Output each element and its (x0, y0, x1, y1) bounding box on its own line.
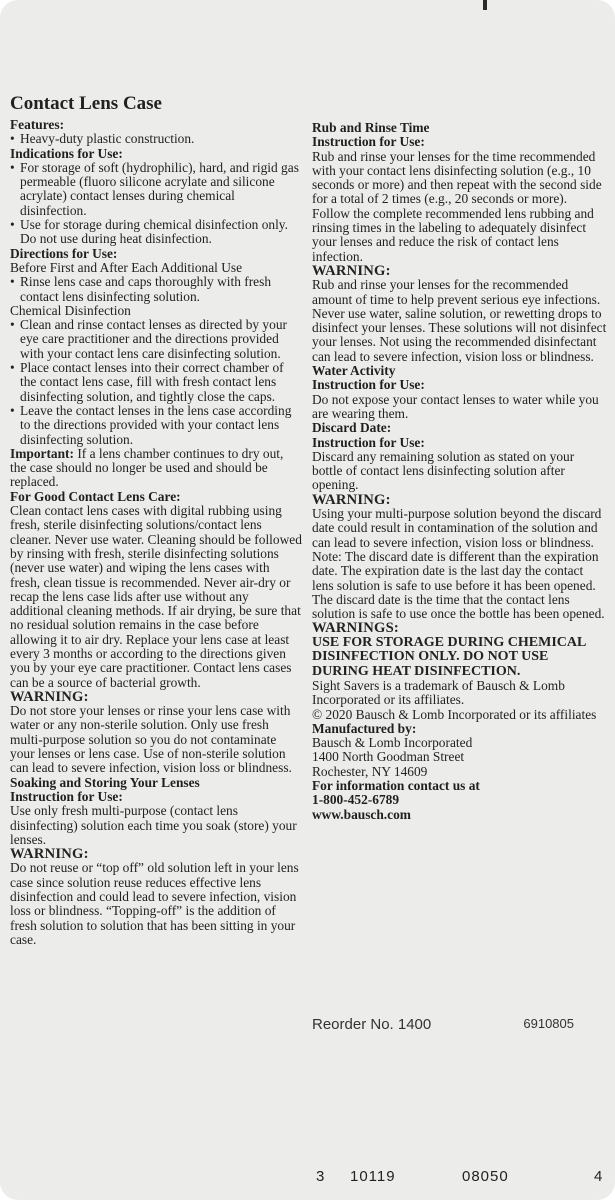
rub-rinse-subheading: Instruction for Use: (312, 134, 425, 150)
warning-heading: WARNING: (10, 846, 89, 863)
features-list (10, 132, 302, 146)
directions-heading: Directions for Use: (10, 245, 118, 261)
manufacturer-heading: Manufactured by: (312, 720, 417, 736)
important-text: If a lens chamber continues to dry out, the case should no longer be used and should be replaced. (10, 445, 284, 490)
warnings-heading: WARNINGS: (312, 620, 399, 637)
soaking-subheading: Instruction for Use: (10, 788, 123, 804)
list-item: • Rinse lens case and caps thoroughly with fresh contact lens disinfecting solution. (10, 275, 302, 304)
right-column (312, 121, 608, 822)
warning-heading: WARNING: (312, 262, 391, 279)
list-item: • Heavy-duty plastic construction. (10, 132, 302, 146)
list-item: • Use for storage during chemical disinfection only. Do not use during heat disinfection. (10, 218, 302, 247)
trademark-text: Sight Savers is a trademark of Bausch & Lomb Incorporated or its affiliates. (312, 677, 565, 708)
chemical-disinfection-list (10, 318, 302, 447)
page-title: Contact Lens Case (10, 93, 162, 114)
manufacturer-city: Rochester, NY 14609 (312, 763, 428, 779)
chemical-disinfection-subheading: Chemical Disinfection (10, 302, 131, 318)
manufacturer-street: 1400 North Goodman Street (312, 749, 465, 765)
important-paragraph (10, 447, 302, 490)
list-item: • For storage of soft (hydrophilic), hard, and rigid gas permeable (fluoro silicone acrylate and silicone acrylate) contact lenses during chemical disinfection. (10, 161, 302, 218)
hang-slot (483, 0, 487, 10)
website: www.bausch.com (312, 806, 411, 822)
water-activity-text: Do not expose your contact lenses to water while you are wearing them. (312, 391, 599, 421)
upc-left-group: 10119 (350, 1168, 396, 1185)
warning-text: Do not store your lenses or rinse your lens case with water or any non-sterile solution. Only use fresh multi-purpose solution so you do not contaminate your lenses or lens case. Use of non-sterile solution can lead to severe infection, vision loss or blindness. (10, 703, 292, 776)
warning-text: Rub and rinse your lenses for the recommended amount of time to help prevent serious eye infections. Never use water, saline solution, or rewetting drops to disinfect your lenses. These solutions will not disinfect your lenses. Not using the recommended disinfectant can lead to severe infection, vision loss or blindness. (312, 277, 607, 364)
soaking-heading: Soaking and Storing Your Lenses (10, 774, 200, 790)
before-first-subheading: Before First and After Each Additional Use (10, 259, 243, 275)
phone-number: 1-800-452-6789 (312, 792, 400, 808)
copyright-text: © 2020 Bausch & Lomb Incorporated or its affiliates (312, 706, 597, 722)
list-item: • Clean and rinse contact lenses as directed by your eye care practitioner and the directions provided with your contact lens care disinfecting solution. (10, 318, 302, 361)
warning-heading: WARNING: (10, 688, 89, 705)
manufacturer-name: Bausch & Lomb Incorporated (312, 735, 473, 751)
water-activity-subheading: Instruction for Use: (312, 377, 425, 393)
important-label: Important: (10, 445, 74, 461)
upc-check-digit: 4 (594, 1168, 603, 1185)
before-first-list (10, 275, 302, 304)
note-text: Note: The discard date is different than the expiration date. The expiration date is the last day the contact lens solution is safe to use before it has been opened. The discard date is the time that the contact lens solution is safe to use once the bottle has been opened. (312, 548, 605, 622)
care-text: Clean contact lens cases with digital rubbing using fresh, sterile disinfecting solutions/contact lens cleaner. Never use water. Cleaning should be followed by rinsing with fresh, sterile disinfecting solutions (never use water) and wiping the lens cases with fresh, clean tissue is recommended. Never air-dry or recap the lens case lids after use without any additional cleaning methods. If air drying, be sure that no residual solution remains in the case before allowing it to air dry. Replace your lens case at least every 3 months or according to the directions given you by your eye care practitioner. Contact lens cases can be a source of bacterial growth. (10, 503, 302, 690)
discard-date-text: Discard any remaining solution as stated on your bottle of contact lens disinfecting solution after opening. (312, 448, 575, 493)
barcode-stub (368, 1152, 583, 1158)
soaking-text: Use only fresh multi-purpose (contact lens disinfecting) solution each time you soak (store) your lenses. (10, 803, 297, 847)
water-activity-heading: Water Activity (312, 363, 396, 379)
rub-rinse-heading: Rub and Rinse Time (312, 120, 430, 135)
rub-rinse-text: Rub and rinse your lenses for the time recommended with your contact lens disinfecting solution (e.g., 10 seconds or more) and then repeat with the second side for a total of 2 times (e.g., 20 seconds or more). Follow the complete recommended lens rubbing and rinsing times in the labeling to adequately disinfect your lenses and reduce the risk of contact lens infection. (312, 148, 602, 264)
warning-heading: WARNING: (312, 491, 391, 508)
warning-text: Using your multi-purpose solution beyond the discard date could result in contamination of the solution and can lead to severe infection, vision loss or blindness. (312, 506, 602, 550)
item-code: 6910805 (523, 1016, 574, 1031)
indications-heading: Indications for Use: (10, 145, 123, 161)
reorder-row (312, 1016, 574, 1033)
left-column (10, 118, 302, 947)
features-heading: Features: (10, 117, 65, 132)
contact-heading: For information contact us at (312, 777, 480, 793)
upc-first-digit: 3 (316, 1168, 325, 1185)
care-heading: For Good Contact Lens Care: (10, 488, 181, 504)
upc-right-group: 08050 (462, 1168, 509, 1185)
discard-date-heading: Discard Date: (312, 420, 392, 436)
warnings-caps-text: USE FOR STORAGE DURING CHEMICAL DISINFECTION ONLY. DO NOT USE DURING HEAT DISINFECTION. (312, 634, 586, 679)
list-item: • Place contact lenses into their correct chamber of the contact lens case, fill with fresh contact lens disinfecting solution, and tightly close the caps. (10, 361, 302, 404)
indications-list (10, 161, 302, 247)
reorder-number: Reorder No. 1400 (312, 1016, 432, 1033)
list-item: • Leave the contact lenses in the lens case according to the directions provided with your contact lens disinfecting solution. (10, 404, 302, 447)
discard-date-subheading: Instruction for Use: (312, 434, 425, 450)
warning-text: Do not reuse or “top off” old solution left in your lens case since solution reuse reduces effective lens disinfection and could lead to severe infection, vision loss or blindness. “Topping-off” is the addition of fresh solution to solution that has been sitting in your case. (10, 860, 299, 947)
